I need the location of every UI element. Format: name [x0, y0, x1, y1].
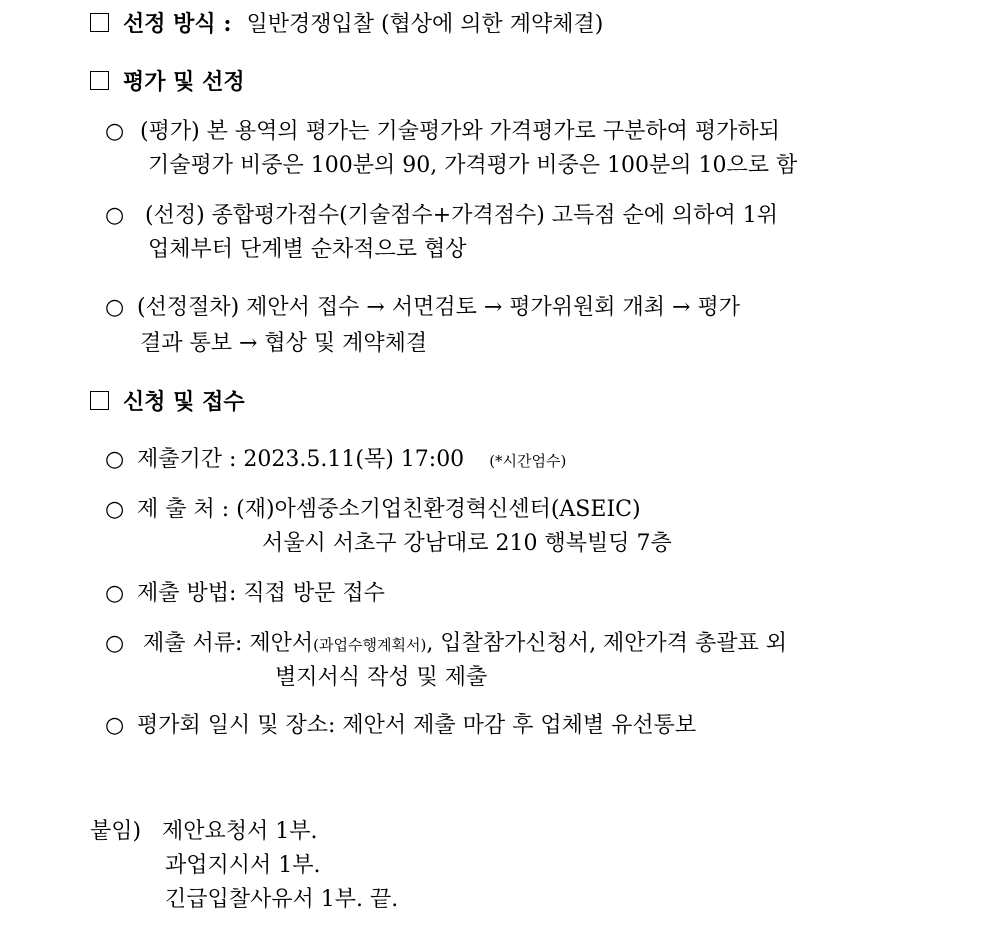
section-title: 신청 및 접수 — [123, 389, 245, 415]
checkbox-square-icon — [90, 391, 109, 410]
section-selection-method — [90, 8, 603, 41]
section-title: 선정 방식 : — [123, 11, 232, 37]
list-item-line: (선정) 종합평가점수(기술점수+가격점수) 고득점 순에 의하여 1위 — [145, 203, 779, 228]
section-evaluation-heading — [90, 66, 245, 99]
bullet-icon: ○ — [105, 447, 125, 472]
bullet-icon: ○ — [105, 497, 125, 522]
list-item-line: 업체부터 단계별 순차적으로 협상 — [148, 237, 467, 262]
list-item-line: 별지서식 작성 및 제출 — [275, 665, 488, 690]
list-item-line — [140, 116, 885, 148]
list-item-line — [137, 444, 566, 477]
list-item-line — [143, 628, 787, 661]
list-item-line: 결과 통보 → 협상 및 계약체결 — [140, 331, 428, 356]
attachment-label: 붙임) — [90, 819, 142, 844]
item-note: (과업수행계획서) — [313, 636, 427, 654]
list-item-line: 제 출 처 : (재)아셈중소기업친환경혁신센터(ASEIC) — [137, 497, 641, 522]
bullet-icon: ○ — [105, 203, 125, 228]
item-text: 제출 서류: 제안서 — [143, 631, 314, 656]
section-application-heading — [90, 386, 245, 419]
list-item-line: 평가회 일시 및 장소: 제안서 제출 마감 후 업체별 유선통보 — [137, 713, 697, 738]
bullet-icon: ○ — [105, 713, 125, 738]
bullet-icon: ○ — [105, 295, 125, 320]
bullet-icon: ○ — [105, 631, 125, 656]
checkbox-square-icon — [90, 13, 109, 32]
attachment-item: 과업지시서 1부. — [165, 853, 321, 878]
list-item-line: 제출 방법: 직접 방문 접수 — [137, 581, 385, 606]
section-title: 평가 및 선정 — [123, 69, 245, 95]
bullet-icon: ○ — [105, 119, 125, 144]
checkbox-square-icon — [90, 71, 109, 90]
list-item-line: 서울시 서초구 강남대로 210 행복빌딩 7층 — [262, 531, 672, 556]
item-note: (*시간엄수) — [489, 452, 567, 470]
list-item-line: (선정절차) 제안서 접수 → 서면검토 → 평가위원회 개최 → 평가 — [137, 295, 740, 320]
attachment-item: 긴급입찰사유서 1부. 끝. — [165, 887, 399, 912]
item-text: (평가) 본 용역의 평가는 기술평가와 가격평가로 구분하여 평가하되 — [140, 119, 780, 144]
bullet-icon: ○ — [105, 581, 125, 606]
item-text: , 입찰참가신청서, 제안가격 총괄표 외 — [426, 631, 788, 656]
section-text: 일반경쟁입찰 (협상에 의한 계약체결) — [246, 12, 604, 37]
item-text: 제출기간 : 2023.5.11(목) 17:00 — [137, 447, 465, 472]
attachment-item: 제안요청서 1부. — [162, 819, 318, 844]
list-item-line: 기술평가 비중은 100분의 90, 가격평가 비중은 100분의 10으로 함 — [148, 153, 798, 178]
